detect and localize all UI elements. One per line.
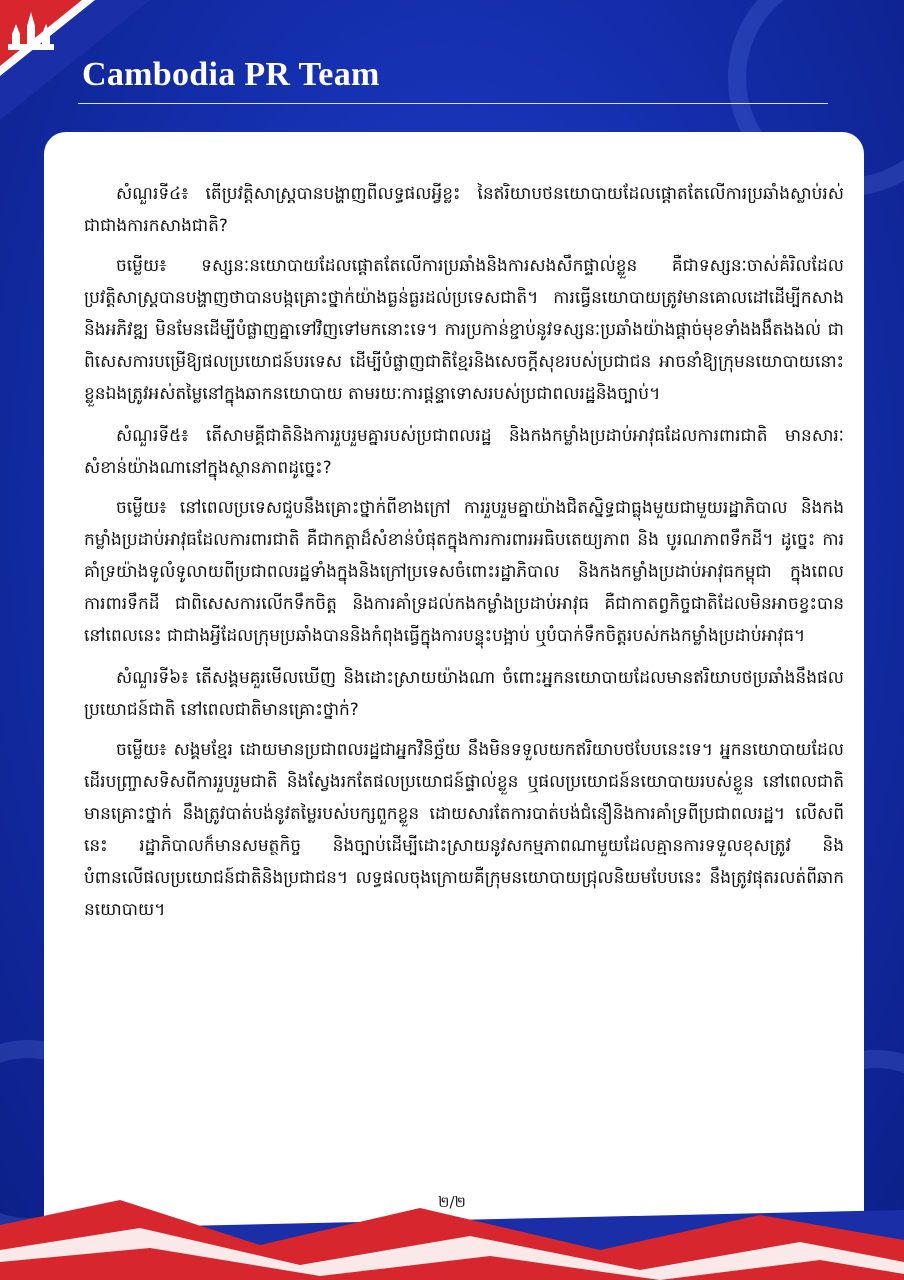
question-5: សំណួរទី៥៖ តើសាមគ្គីជាតិនិងការរួបរួមគ្នារបស់ប្រជាពលរដ្ឋ និងកងកម្លាំងប្រដាប់អាវុធដែលការពារជាតិ មានសារៈសំខាន់យ៉ាងណានៅក្នុងស្ថានភាពដូច្នេះ? [84, 426, 844, 478]
page-title: Cambodia PR Team [82, 56, 380, 93]
document-body [84, 168, 844, 934]
question-4: សំណួរទី៤៖ តើប្រវត្តិសាស្ត្របានបង្ហាញពីលទ្ធផលអ្វីខ្លះ នៃឥរិយាបថនយោបាយដែលផ្តោតតែលើការប្រឆាំងស្លាប់រស់ ជាជាងការកសាងជាតិ? [84, 184, 844, 236]
answer-6: ចម្លើយ៖ សង្គមខ្មែរ ដោយមានប្រជាពលរដ្ឋជាអ្នកវិនិច្ឆ័យ នឹងមិនទទួលយកឥរិយាបថបែបនេះទេ។ អ្នកនយោបាយដែលដើរបញ្ច្រាសទិសពីការរួបរួមជាតិ និងស្វែងរកតែផលប្រយោជន៍ផ្ទាល់ខ្លួន ឬផលប្រយោជន៍នយោបាយរបស់ខ្លួន នៅពេលជាតិមានគ្រោះថ្នាក់ នឹងត្រូវបាត់បង់នូវតម្លៃរបស់បក្សពួកខ្លួន ដោយសារតែការបាត់បង់ជំនឿនិងការគាំទ្រពីប្រជាពលរដ្ឋ។ លើសពីនេះ រដ្ឋាភិបាលក៏មានសមត្ថកិច្ច និងច្បាប់ដើម្បីដោះស្រាយនូវសកម្មភាពណាមួយដែលគ្មានការទទួលខុសត្រូវ និងបំពានលើផលប្រយោជន៍ជាតិនិងប្រជាជន។ លទ្ធផលចុងក្រោយគឺក្រុមនយោបាយជ្រុលនិយមបែបនេះ នឹងត្រូវផុតរលត់ពីឆាកនយោបាយ។ [84, 740, 844, 920]
flag-ribbon-decoration [0, 1170, 904, 1280]
page-number: ២/២ [438, 1193, 466, 1211]
header-divider [78, 103, 828, 104]
answer-4: ចម្លើយ៖ ទស្សនៈនយោបាយដែលផ្តោតតែលើការប្រឆាំងនិងការសងសឹកផ្ទាល់ខ្លួន គឺជាទស្សនៈចាស់គំរិលដែលប្រវត្តិសាស្ត្របានបង្ហាញថាបានបង្កគ្រោះថ្នាក់យ៉ាងធ្ងន់ធ្ងរដល់ប្រទេសជាតិ។ ការធ្វើនយោបាយត្រូវមានគោលដៅដើម្បីកសាងនិងអភិវឌ្ឍ មិនមែនដើម្បីបំផ្លាញគ្នាទៅវិញទៅមកនោះទេ។ ការប្រកាន់ខ្ជាប់នូវទស្សនៈប្រឆាំងយ៉ាងផ្តាច់មុខទាំងងងឹតងងល់ ជាពិសេសការបម្រើឱ្យផលប្រយោជន៍បរទេស ដើម្បីបំផ្លាញជាតិខ្មែរនិងសេចក្តីសុខរបស់ប្រជាជន អាចនាំឱ្យក្រុមនយោបាយនោះខ្លួនឯងត្រូវអស់តម្លៃនៅក្នុងឆាកនយោបាយ តាមរយៈការផ្តន្ទាទោសរបស់ប្រជាពលរដ្ឋនិងច្បាប់។ [84, 256, 844, 404]
answer-5: ចម្លើយ៖ នៅពេលប្រទេសជួបនឹងគ្រោះថ្នាក់ពីខាងក្រៅ ការរួបរួមគ្នាយ៉ាងជិតស្និទ្ធជាធ្លុងមួយជាមួយរដ្ឋាភិបាល និងកងកម្លាំងប្រដាប់អាវុធដែលការពារជាតិ គឺជាកត្តាដ៏សំខាន់បំផុតក្នុងការការពារអធិបតេយ្យភាព និង បូរណភាពទឹកដី។ ដូច្នេះ ការគាំទ្រយ៉ាងទូលំទូលាយពីប្រជាពលរដ្ឋទាំងក្នុងនិងក្រៅប្រទេសចំពោះរដ្ឋាភិបាល និងកងកម្លាំងប្រដាប់អាវុធកម្ពុជា ក្នុងពេលការពារទឹកដី ជាពិសេសការលើកទឹកចិត្ត និងការគាំទ្រដល់កងកម្លាំងប្រដាប់អាវុធ គឺជាកាតព្វកិច្ចជាតិដែលមិនអាចខ្វះបាននៅពេលនេះ ជាជាងអ្វីដែលក្រុមប្រឆាំងបាននិងកំពុងធ្វើក្នុងការបន្ទុះបង្អាប់ ឬបំបាក់ទឹកចិត្តរបស់កងកម្លាំងប្រដាប់អាវុធ។ [84, 498, 844, 646]
question-6: សំណួរទី៦៖ តើសង្គមគួរមើលឃើញ និងដោះស្រាយយ៉ាងណា ចំពោះអ្នកនយោបាយដែលមានឥរិយាបថប្រឆាំងនឹងផលប្រយោជន៍ជាតិ នៅពេលជាតិមានគ្រោះថ្នាក់? [84, 668, 844, 720]
